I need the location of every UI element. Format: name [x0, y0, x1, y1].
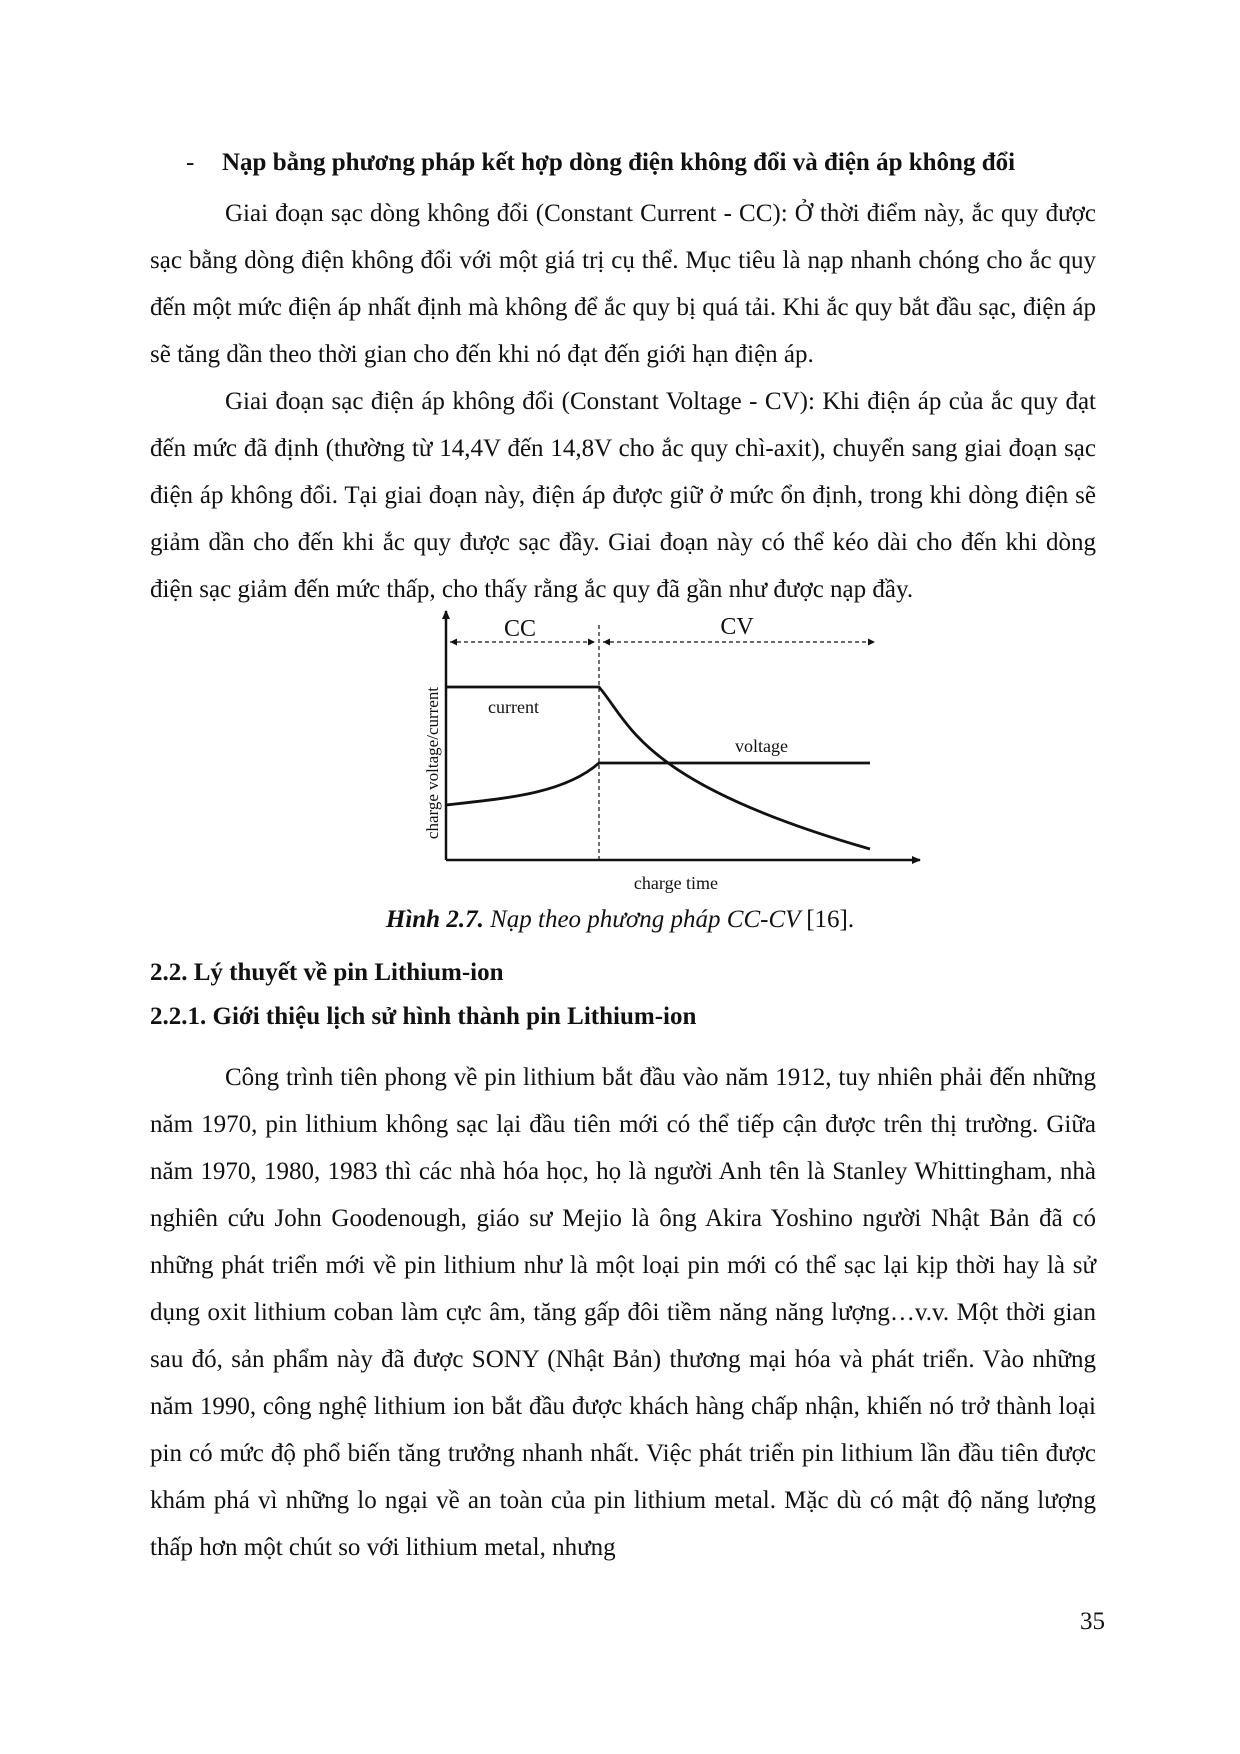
- paragraph-cc: Giai đoạn sạc dòng không đổi (Constant Current - CC): Ở thời điểm này, ắc quy được sạc bằng dòng điện không đổi với một giá trị cụ thể. Mục tiêu là nạp nhanh chóng cho ắc quy đến một mức điện áp nhất định mà không để ắc quy bị quá tải. Khi ắc quy bắt đầu sạc, điện áp sẽ tăng dần theo thời gian cho đến khi nó đạt đến giới hạn điện áp.: [150, 200, 1096, 368]
- voltage-curve: [446, 763, 870, 805]
- caption-citation: [16].: [806, 906, 855, 933]
- bullet-heading-text: Nạp bằng phương pháp kết hợp dòng điện không đổi và điện áp không đổi: [222, 149, 1016, 176]
- y-axis-label: charge voltage/current: [423, 686, 442, 840]
- caption-label: Hình 2.7.: [385, 906, 484, 933]
- section-heading-2-2-1: 2.2.1. Giới thiệu lịch sử hình thành pin Lithium-ion: [150, 1003, 697, 1030]
- cc-cv-figure: [400, 603, 940, 903]
- paragraph-cv: Giai đoạn sạc điện áp không đổi (Constant Voltage - CV): Khi điện áp của ắc quy đạt đến mức đã định (thường từ 14,4V đến 14,8V cho ắc quy chì-axit), chuyển sang giai đoạn sạc điện áp không đổi. Tại giai đoạn này, điện áp được giữ ở mức ổn định, trong khi dòng điện sẽ giảm dần cho đến khi ắc quy được sạc đầy. Giai đoạn này có thể kéo dài cho đến khi dòng điện sạc giảm đến mức thấp, cho thấy rằng ắc quy đã gần như được nạp đầy.: [150, 388, 1096, 603]
- current-label: current: [488, 697, 539, 717]
- caption-text: Nạp theo phương pháp CC-CV: [490, 906, 800, 933]
- cc-label: CC: [503, 616, 537, 642]
- x-axis-label: charge time: [633, 873, 719, 893]
- figure-caption: [0, 906, 1240, 934]
- page-number: 35: [1080, 1608, 1105, 1635]
- bullet-heading: [186, 146, 1106, 180]
- voltage-label: voltage: [735, 736, 788, 756]
- paragraph-history: Công trình tiên phong về pin lithium bắt đầu vào năm 1912, tuy nhiên phải đến những năm 1970, pin lithium không sạc lại đầu tiên mới có thể tiếp cận được trên thị trường. Giữa năm 1970, 1980, 1983 thì các nhà hóa học, họ là người Anh tên là Stanley Whittingham, nhà nghiên cứu John Goodenough, giáo sư Mejio là ông Akira Yoshino người Nhật Bản đã có những phát triển mới về pin lithium như là một loại pin mới có thể sạc lại kịp thời hay là sử dụng oxit lithium coban làm cực âm, tăng gấp đôi tiềm năng năng lượng…v.v. Một thời gian sau đó, sản phẩm này đã được SONY (Nhật Bản) thương mại hóa và phát triển. Vào những năm 1990, công nghệ lithium ion bắt đầu được khách hàng chấp nhận, khiến nó trở thành loại pin có mức độ phổ biến tăng trưởng nhanh nhất. Việc phát triển pin lithium lần đầu tiên được khám phá vì những lo ngại về an toàn của pin lithium metal. Mặc dù có mật độ năng lượng thấp hơn một chút so với lithium metal, nhưng: [150, 1064, 1096, 1561]
- cc-cv-diagram: [400, 603, 940, 903]
- section-heading-2-2: 2.2. Lý thuyết về pin Lithium-ion: [150, 959, 504, 986]
- cv-label: CV: [720, 614, 754, 640]
- bullet-dash: -: [186, 149, 195, 176]
